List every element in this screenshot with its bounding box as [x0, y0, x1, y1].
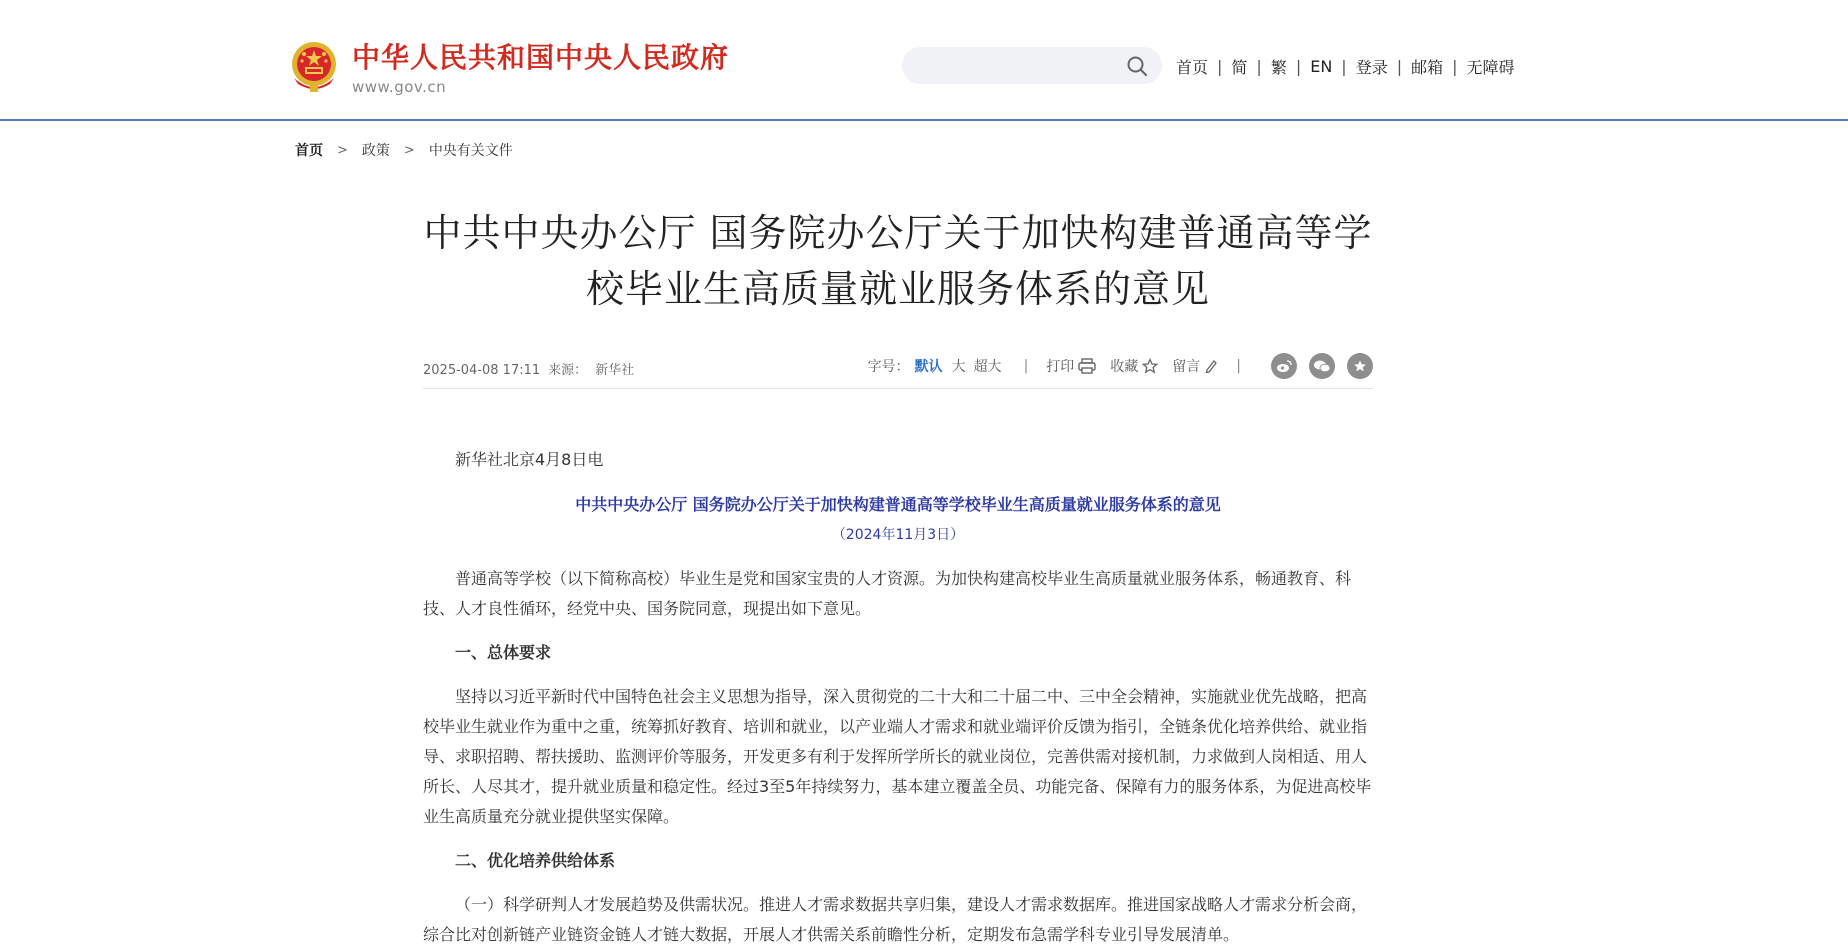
collect-button[interactable] [1110, 356, 1158, 376]
nav-separator: | [1396, 57, 1403, 76]
fontsize-xlarge[interactable]: 超大 [973, 359, 1002, 375]
source-value: 新华社 [595, 363, 635, 378]
fontsize-label: 字号： [867, 359, 910, 375]
comment-button[interactable] [1172, 356, 1218, 376]
fontsize-large[interactable]: 大 [951, 359, 966, 375]
nav-login[interactable]: 登录 [1355, 58, 1388, 77]
wechat-icon[interactable] [1309, 353, 1335, 379]
nav-separator: | [1217, 57, 1223, 76]
nav-accessibility[interactable]: 无障碍 [1466, 58, 1515, 77]
nav-mail[interactable]: 邮箱 [1411, 58, 1444, 77]
article-title: 中共中央办公厅 国务院办公厅关于加快构建普通高等学校毕业生高质量就业服务体系的意见 [423, 211, 1373, 311]
site-domain: www.gov.cn [352, 78, 447, 96]
article-meta [423, 347, 1373, 389]
nav-english[interactable]: EN [1310, 57, 1333, 76]
nav-separator: | [1256, 57, 1262, 76]
qzone-star-icon[interactable] [1347, 353, 1373, 379]
source-label: 来源： [548, 363, 588, 378]
national-emblem-icon [288, 40, 340, 94]
document-date: （2024年11月3日） [831, 527, 965, 543]
chevron-right-icon: > [337, 142, 348, 158]
nav-separator: | [1452, 57, 1458, 76]
breadcrumb-policy[interactable]: 政策 [361, 143, 390, 159]
section-paragraph: （一）科学研判人才发展趋势及供需状况。推进人才需求数据共享归集，建设人才需求数据库。推进国家战略人才需求分析会商，综合比对创新链产业链资金链人才链大数据，开展人才供需关系前瞻性分析，定期发布急需学科专业引导发展清单。 [423, 895, 1368, 944]
site-header [0, 0, 1848, 121]
tools-divider: | [1236, 358, 1241, 374]
weibo-icon[interactable] [1271, 353, 1297, 379]
collect-label: 收藏 [1110, 359, 1139, 375]
print-label: 打印 [1046, 359, 1075, 375]
intro-paragraph: 普通高等学校（以下简称高校）毕业生是党和国家宝贵的人才资源。为加快构建高校毕业生高质量就业服务体系，畅通教育、科技、人才良性循环，经党中央、国务院同意，现提出如下意见。 [423, 569, 1352, 618]
site-title: 中华人民共和国中央人民政府 [352, 41, 730, 74]
document-title: 中共中央办公厅 国务院办公厅关于加快构建普通高等学校毕业生高质量就业服务体系的意见 [575, 495, 1221, 514]
dateline: 新华社北京4月8日电 [455, 450, 604, 469]
nav-traditional[interactable]: 繁 [1270, 58, 1287, 77]
publish-datetime: 2025-04-08 17:11 [423, 363, 541, 378]
nav-home[interactable]: 首页 [1176, 58, 1209, 77]
printer-icon [1078, 358, 1096, 374]
breadcrumb-home[interactable]: 首页 [295, 143, 323, 159]
article [423, 205, 1373, 944]
search-icon[interactable] [1126, 55, 1148, 77]
pencil-icon [1204, 359, 1218, 373]
comment-label: 留言 [1172, 359, 1201, 375]
section-heading: 一、总体要求 [455, 643, 552, 662]
tools-divider: | [1023, 358, 1029, 374]
nav-separator: | [1295, 57, 1302, 76]
nav-separator: | [1341, 57, 1347, 76]
search-input[interactable] [902, 47, 1162, 84]
breadcrumb [295, 140, 513, 160]
chevron-right-icon: > [403, 142, 415, 158]
fontsize-default[interactable]: 默认 [914, 359, 943, 375]
article-tools [868, 353, 1373, 379]
top-nav [1176, 55, 1515, 78]
article-body [423, 445, 1373, 950]
section-heading: 二、优化培养供给体系 [455, 851, 616, 870]
nav-simplified[interactable]: 简 [1231, 58, 1248, 77]
site-logo[interactable] [288, 40, 729, 100]
print-button[interactable] [1046, 356, 1096, 376]
article-source-info [423, 359, 634, 378]
breadcrumb-central-docs[interactable]: 中央有关文件 [428, 143, 513, 159]
section-paragraph: 坚持以习近平新时代中国特色社会主义思想为指导，深入贯彻党的二十大和二十届二中、三中全会精神，实施就业优先战略，把高校毕业生就业作为重中之重，统筹抓好教育、培训和就业，以产业端人才需求和就业端评价反馈为指引，全链条优化培养供给、就业指导、求职招聘、帮扶援助、监测评价等服务，开发更多有利于发挥所学所长的就业岗位，完善供需对接机制，力求做到人岗相适、用人所长、人尽其才，提升就业质量和稳定性。经过3至5年持续努力，基本建立覆盖全员、功能完备、保障有力的服务体系，为促进高校毕业生高质量充分就业提供坚实保障。 [423, 687, 1372, 826]
star-icon [1142, 358, 1158, 374]
